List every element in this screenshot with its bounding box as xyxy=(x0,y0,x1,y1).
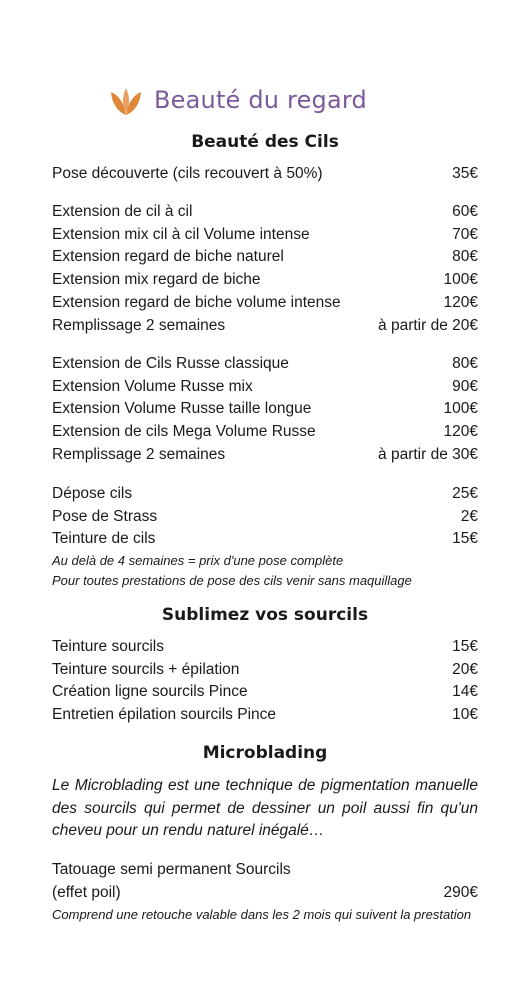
price-row xyxy=(52,353,478,376)
price-row xyxy=(52,506,478,529)
service-price: 70€ xyxy=(452,225,478,243)
service-price: 35€ xyxy=(452,165,478,182)
price-row xyxy=(52,376,478,399)
price-row xyxy=(52,292,478,315)
service-label: Création ligne sourcils Pince xyxy=(52,683,248,701)
microblading-intro: Le Microblading est une technique de pigmentation manuelle des sourcils qui permet de dessiner un poil aussi fin qu'un cheveu pour un rendu naturel inégalé… xyxy=(52,777,478,839)
service-label: Remplissage 2 semaines xyxy=(52,445,226,463)
price-list-cils-3 xyxy=(52,353,478,467)
lotus-leaves-icon xyxy=(108,82,144,118)
service-label: Extension Volume Russe taille longue xyxy=(52,400,312,418)
price-row xyxy=(52,444,478,467)
price-row xyxy=(52,224,478,247)
price-row xyxy=(52,681,478,704)
service-price: 100€ xyxy=(443,400,478,418)
price-row xyxy=(52,421,478,444)
price-row xyxy=(52,483,478,506)
service-label: Extension regard de biche naturel xyxy=(52,248,284,266)
price-list-sourcils xyxy=(52,636,478,727)
section-title-sourcils: Sublimez vos sourcils xyxy=(161,605,369,625)
service-label: Extension mix cil à cil Volume intense xyxy=(52,225,310,243)
price-list-cils-4 xyxy=(52,483,478,551)
service-label: Remplissage 2 semaines xyxy=(52,316,226,334)
price-list-cils-1 xyxy=(52,163,478,186)
service-price: à partir de 20€ xyxy=(378,316,478,334)
price-row xyxy=(52,246,478,269)
price-row xyxy=(52,201,478,224)
service-label: Pose découverte (cils recouvert à 50%) xyxy=(52,165,323,182)
price-list-cils-2 xyxy=(52,201,478,337)
item-label-line2: (effet poil) xyxy=(52,883,121,901)
header xyxy=(108,80,428,120)
service-label: Teinture sourcils + épilation xyxy=(52,660,240,678)
item-price: 290€ xyxy=(443,883,478,901)
section-title-cils: Beauté des Cils xyxy=(191,132,339,152)
price-row xyxy=(52,528,478,551)
service-label: Extension de cils Mega Volume Russe xyxy=(52,423,316,441)
price-row xyxy=(52,704,478,727)
price-row xyxy=(52,163,478,186)
microblading-note: Comprend une retouche valable dans les 2 mois qui suivent la prestation xyxy=(52,907,472,922)
service-label: Dépose cils xyxy=(52,485,133,502)
service-label: Extension de Cils Russe classique xyxy=(52,355,289,372)
page-title: Beauté du regard xyxy=(154,86,367,114)
service-price: 80€ xyxy=(452,355,478,372)
service-price: 14€ xyxy=(452,683,478,701)
service-price: 120€ xyxy=(443,293,478,311)
service-price: à partir de 30€ xyxy=(378,445,478,463)
note-line: Pour toutes prestations de pose des cils venir sans maquillage xyxy=(52,573,412,588)
service-label: Extension Volume Russe mix xyxy=(52,377,253,395)
price-row xyxy=(52,659,478,682)
service-label: Extension de cil à cil xyxy=(52,203,193,220)
service-price: 80€ xyxy=(452,248,478,266)
section-title-microblading: Microblading xyxy=(202,743,328,763)
service-label: Pose de Strass xyxy=(52,507,158,525)
service-price: 60€ xyxy=(452,203,478,220)
service-price: 120€ xyxy=(443,423,478,441)
service-price: 15€ xyxy=(452,638,478,655)
service-price: 10€ xyxy=(452,706,478,724)
service-label: Teinture de cils xyxy=(52,530,156,548)
service-label: Extension mix regard de biche xyxy=(52,271,261,289)
service-price: 25€ xyxy=(452,485,478,502)
note-line: Au delà de 4 semaines = prix d'une pose complète xyxy=(52,553,344,568)
price-row xyxy=(52,315,478,338)
cils-notes xyxy=(52,551,492,591)
service-label: Teinture sourcils xyxy=(52,638,164,655)
service-label: Extension regard de biche volume intense xyxy=(52,293,341,311)
service-price: 20€ xyxy=(452,660,478,678)
microblading-item xyxy=(52,859,478,904)
service-price: 90€ xyxy=(452,377,478,395)
price-row xyxy=(52,398,478,421)
price-row xyxy=(52,636,478,659)
price-row xyxy=(52,269,478,292)
service-price: 2€ xyxy=(460,507,478,525)
service-price: 100€ xyxy=(443,271,478,289)
service-price: 15€ xyxy=(452,530,478,548)
service-label: Entretien épilation sourcils Pince xyxy=(52,706,277,724)
item-label-line1: Tatouage semi permanent Sourcils xyxy=(52,861,291,878)
